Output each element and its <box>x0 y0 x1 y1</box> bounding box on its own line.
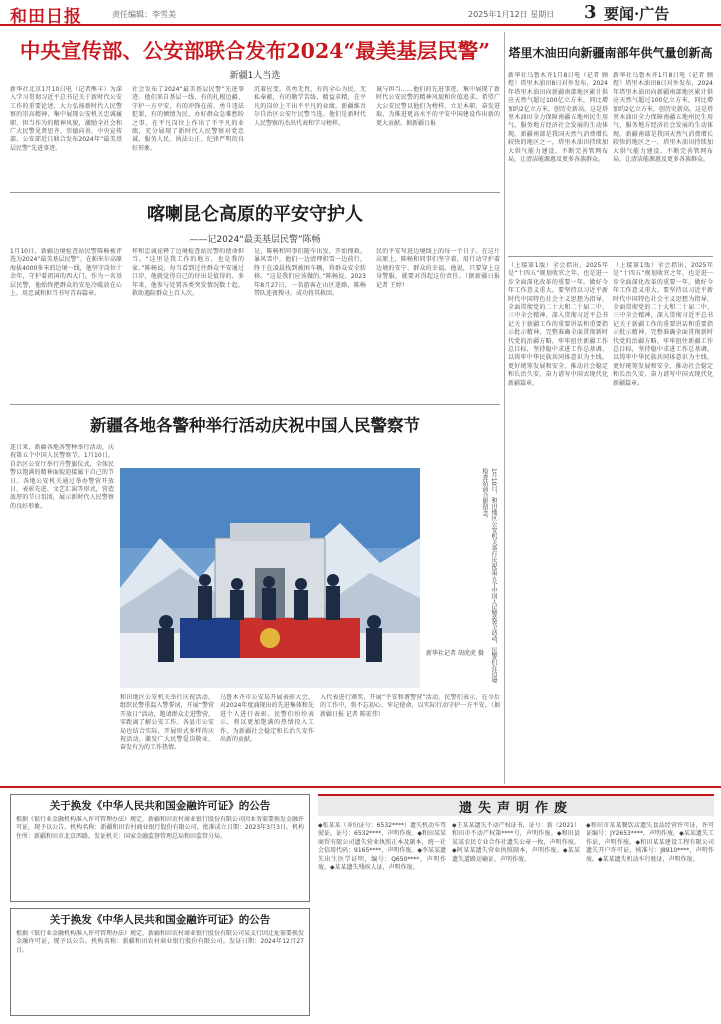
declaration-col-3: ◆和田市某某餐饮店遗失食品经营许可证，许可证编号：JY2653****，声明作废。◆某某遗失工作证，声明作废。◆和田某某建设工程有限公司遗失开户许可证，核准号：J8910****，声明作废。◆某某遗失机动车行驶证，声明作废。 <box>586 822 714 863</box>
right-headline: 塔里木油田向新疆南部年供气量创新高 <box>508 46 713 60</box>
paper-name: 和田日报 <box>10 7 82 27</box>
feature2-col-4: 入代表进行颁奖，开展“平安和谐警营”活动。民警们表示，在今后的工作中，将不忘初心、牢记使命，以实际行动守护一方平安。（据新疆日报 记者 陈宏伟） <box>320 694 500 718</box>
right-col-lower-2: （上接第1版）全会指出，2025年是“十四五”规划收官之年，也是进一步全面深化改革的重要一年。做好今年工作意义重大。要坚持以习近平新时代中国特色社会主义思想为指导，全面贯彻党的二十大和二十届二中、三中全会精神，深入贯彻习近平总书记关于新疆工作的重要讲话和重要指示批示精神，完整准确全面贯彻新时代党的治疆方略，牢牢扭住新疆工作总目标，坚持稳中求进工作总基调，以铸牢中华民族共同体意识为主线，更好统筹发展和安全，推动社会稳定和长治久安，奋力谱写中国式现代化新疆篇章。 <box>613 262 713 387</box>
main-col-2: 社会发布了2024“最美基层民警”先进事迹。他们来自基层一线，有的扎根边疆、守护一方平安，有的冲锋在前、勇斗违法犯罪，有的倾情为民、办好群众急难愁盼之事，在平凡岗位上作出了不平凡的业绩，充分展现了新时代人民警察对党忠诚、服务人民、执法公正、纪律严明的良好形象。 <box>132 86 244 152</box>
right-col-upper-1: 新华社乌鲁木齐1月8日电（记者 顾煜）塔里木油田8日对外发布，2024年塔里木油田向新疆南部地区累计供应天然气超过100亿立方米，同比增加约2亿立方米，创历史新高。这是塔里木油田全力保障南疆五地州民生用气、服务地方经济社会发展的生动体现。新疆南部是我国天然气消费增长较快的地区之一，塔里木油田持续加大供气能力建设，不断完善管网布局，让清洁能源惠及更多各族群众。 <box>508 72 608 164</box>
news-photo <box>120 468 420 688</box>
feature2-col-1: 连日来，新疆各地各警种举行活动，庆祝第五个中国人民警察节。1月10日，自治区公安厅举行升警旗仪式，全体民警以饱满的精神面貌迎接属于自己的节日。各地公安机关通过举办警营开放日、表彰先进、文艺汇演等形式，营造浓厚的节日氛围，展示新时代人民警察的良好形象。 <box>10 444 114 510</box>
editor-line: 责任编辑：李雪美 <box>112 10 176 19</box>
declaration-col-1: ◆张某某（身份证号：6532****）遗失机动车驾驶证，证号：6532****，声明作废。◆和田某某商贸有限公司遗失营业执照正本及副本，统一社会信用代码：9165****，声明作废。◆李某某遗失出生医学证明，编号：Q650****，声明作废。◆某某遗失残疾人证，声明作废。 <box>318 822 446 872</box>
photo-credit: 新华社记者 胡虎虎 摄 <box>426 650 484 657</box>
main-subheadline: 新疆1人当选 <box>229 71 281 81</box>
main-col-4: 诚与担当……他们的先进事迹，集中展现了新时代公安民警的精神风貌和价值追求。希望广大公安民警以他们为榜样，立足本职、奋发进取，为推进更高水平的平安中国建设作出新的更大贡献。据新疆日报 <box>376 86 500 127</box>
date-line: 2025年1月12日 星期日 <box>468 10 555 19</box>
page-number: 3 <box>584 2 597 23</box>
declaration-col-2: ◆王某某遗失不动产权证书，证号：新（2021）和田市不动产权第****号，声明作废。◆和田县某某农民专业合作社遗失公章一枚，声明作废。◆阿某某遗失营业执照副本，声明作废。◆某某遗失道路运输证，声明作废。 <box>452 822 580 863</box>
right-col-lower-1: （上接第1版）全会指出，2025年是“十四五”规划收官之年，也是进一步全面深化改革的重要一年。做好今年工作意义重大。要坚持以习近平新时代中国特色社会主义思想为指导，全面贯彻党的二十大和二十届二中、三中全会精神，深入贯彻习近平总书记关于新疆工作的重要讲话和重要指示批示精神，完整准确全面贯彻新时代党的治疆方略，牢牢扭住新疆工作总目标，坚持稳中求进工作总基调，以铸牢中华民族共同体意识为主线，更好统筹发展和安全，推动社会稳定和长治久安，奋力谱写中国式现代化新疆篇章。 <box>508 262 608 387</box>
feature1-headline: 喀喇昆仑高原的平安守护人 <box>147 204 363 225</box>
right-col-upper-2: 新华社乌鲁木齐1月8日电（记者 顾煜）塔里木油田8日对外发布，2024年塔里木油田向新疆南部地区累计供应天然气超过100亿立方米，同比增加约2亿立方米，创历史新高。这是塔里木油田全力保障南疆五地州民生用气、服务地方经济社会发展的生动体现。新疆南部是我国天然气消费增长较快的地区之一，塔里木油田持续加大供气能力建设，不断完善管网布局，让清洁能源惠及更多各族群众。 <box>613 72 713 164</box>
notice-1-title: 关于换发《中华人民共和国金融许可证》的公告 <box>49 800 271 812</box>
feature1-col-4: 民的平安写进边境线上的每一个日子。在这片高原上，陈畅和同事们坚守着，用行动守护着边境的安宁、群众的幸福。他说，只要穿上这身警服，就要对得起这份责任。（据新疆日报 记者 王婷） <box>376 248 500 289</box>
main-col-3: 沉着应变，英勇无畏，有的全心为民，无私奉献，有的勤学苦练，精益求精，在平凡的岗位上干出不平凡的业绩。新疆维吾尔自治区公安厅民警当选。他们是新时代人民警察的杰出代表和学习榜样。 <box>254 86 366 127</box>
declaration-title: 遗失声明作废 <box>458 801 573 816</box>
divider <box>10 404 500 405</box>
feature2-col-2: 和田地区公安机关举行庆祝活动，组织民警重温入警誓词，开展“警营开放日”活动，邀请群众走进警营，零距离了解公安工作。各县市公安局也结合实际，开展形式多样的庆祝活动，激发广大民警爱岗敬业、奋发有为的工作热情。 <box>120 694 214 752</box>
divider <box>508 256 713 257</box>
photo-caption: 1月10日，和田地区公安机关举行庆祝第五个中国人民警察节活动，民警们在边境检查站前合影留念。 <box>481 468 497 684</box>
feature1-subheadline: ——记2024“最美基层民警”陈畅 <box>189 235 321 245</box>
feature2-headline: 新疆各地各警种举行活动庆祝中国人民警察节 <box>90 416 420 435</box>
notice-2-title: 关于换发《中华人民共和国金融许可证》的公告 <box>49 914 271 926</box>
main-col-1: 新华社北京1月10日电（记者熊丰）为深入学习贯彻习近平总书记关于新时代公安工作的重要论述，大力弘扬新时代人民警察的崇高精神，集中展现公安机关忠诚履职、担当作为的精神风貌，激励全社会和广大民警见贤思齐、崇德向善，中央宣传部、公安部近日联合发布2024年“最美基层民警”先进事迹。 <box>10 86 122 152</box>
feature2-col-3: 乌鲁木齐市公安局开展表彰大会，对2024年度涌现出的先进集体和先进个人进行表彰。民警们纷纷表示，将以更加饱满的热情投入工作，为新疆社会稳定和长治久安作出新的贡献。 <box>220 694 314 744</box>
column-divider <box>504 32 505 784</box>
main-headline: 中央宣传部、公安部联合发布2024“最美基层民警” <box>19 39 491 63</box>
police-group-photo <box>120 468 420 688</box>
masthead <box>0 0 721 26</box>
divider <box>10 192 500 193</box>
notice-2-body: 根据《银行业金融机构准入许可管理办法》规定，新疆和田农村商业银行股份有限公司某支行因迁址需要换发金融许可证，现予以公告。机构名称：新疆和田农村商业银行股份有限公司。发证日期：2024年12月27日。 <box>16 930 304 954</box>
notice-1-body: 根据《银行业金融机构准入许可管理办法》规定，新疆和田农村商业银行股份有限公司因业务需要换发金融许可证，现予以公告。机构名称：新疆和田农村商业银行股份有限公司。批准成立日期：2023年3月3日。机构住所：新疆和田市北京西路。发证机关：国家金融监督管理总局和田监管分局。 <box>16 816 304 840</box>
section-name: 要闻·广告 <box>604 5 670 23</box>
feature1-col-2: 样和忠诚诠释了边境检查站民警的使命担当。“这里是我工作的地方，也是我的家。”陈畅说，每当看到过往群众平安通过口岸，他就觉得自己的付出是值得的。多年来，他参与处置各类突发情况数十起，救助遇险群众上百人次。 <box>132 248 244 298</box>
feature1-col-1: 1月10日，新疆边境检查站民警陈畅被评选为2024“最美基层民警”。在帕米尔高原海拔4000多米的边境一线，他坚守岗位十余年，守护着祖国的西大门。作为一名基层民警，他始终把群众的安危冷暖放在心上，用忠诚和担当书写青春篇章。 <box>10 248 122 298</box>
feature1-col-3: 是，陈畅和同事们随车出发，开始搜救。暴风雪中，他们一边清理积雪一边前行，终于在凌晨找到被困车辆，将群众安全转移。“这是我们应该做的。”陈畅说。2023年8月27日，一名游客在山区迷路，陈畅带队连夜搜寻，成功将其救回。 <box>254 248 366 298</box>
section-divider <box>0 786 721 788</box>
